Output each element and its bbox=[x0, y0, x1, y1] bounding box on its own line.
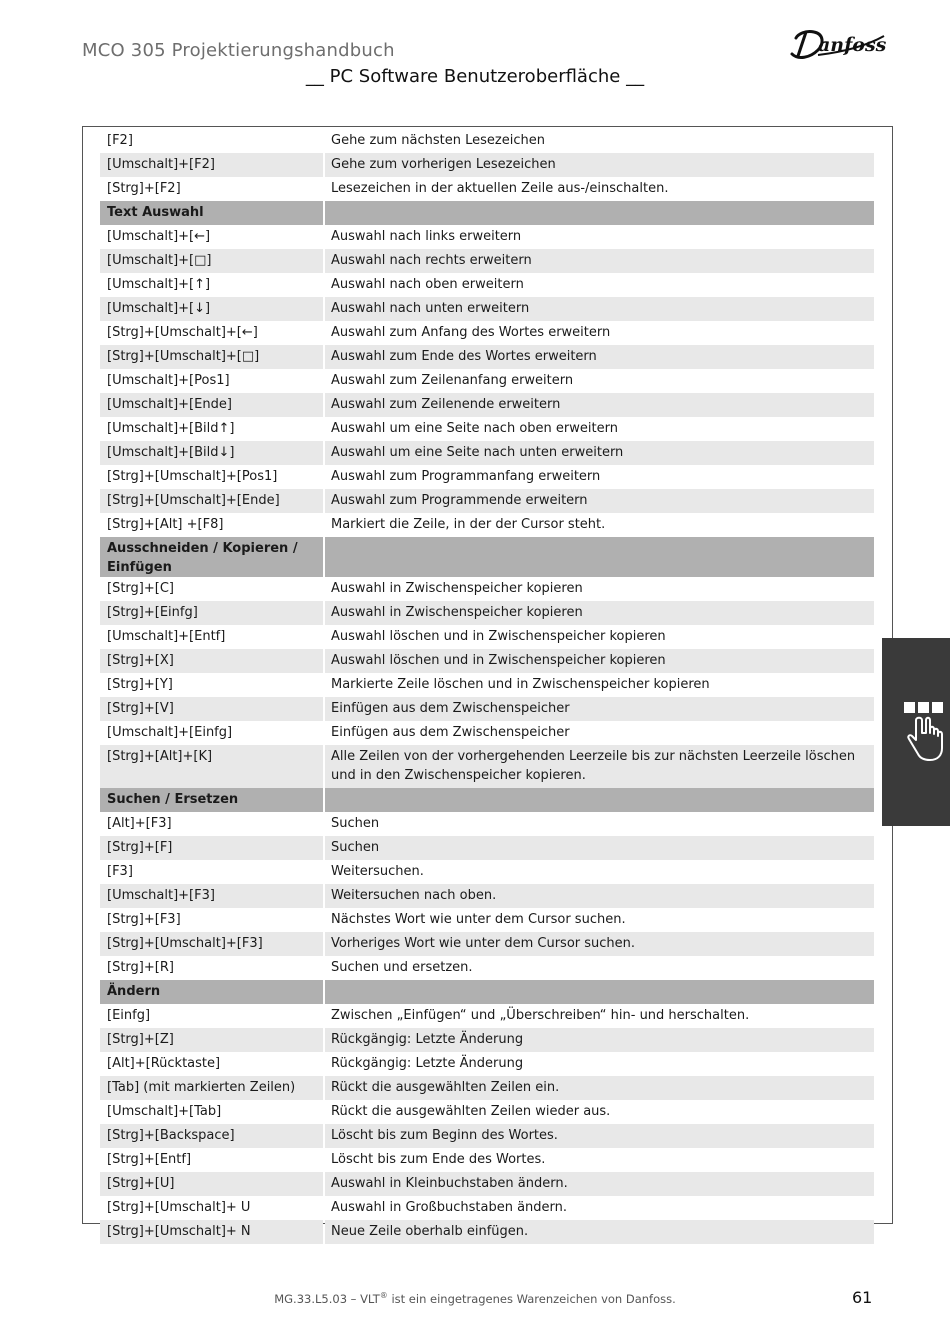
shortcut-description: Auswahl in Kleinbuchstaben ändern. bbox=[325, 1172, 874, 1196]
shortcut-description: Markierte Zeile löschen und in Zwischenspeicher kopieren bbox=[331, 677, 710, 692]
table-row bbox=[100, 1220, 874, 1244]
shortcut-description: Auswahl zum Programmanfang erweitern bbox=[331, 469, 601, 484]
shortcut-description: Rückgängig: Letzte Änderung bbox=[325, 1028, 874, 1052]
shortcut-key: [Umschalt]+[Tab] bbox=[107, 1104, 222, 1119]
shortcut-description: Suchen bbox=[331, 816, 380, 831]
shortcut-description: Auswahl löschen und in Zwischenspeicher kopieren bbox=[331, 629, 666, 644]
shortcut-description bbox=[325, 537, 874, 577]
table-row bbox=[100, 745, 874, 788]
shortcut-key: [Umschalt]+[Entf] bbox=[107, 629, 226, 644]
table-row bbox=[100, 1052, 874, 1076]
shortcut-description: Weitersuchen. bbox=[331, 864, 424, 879]
svg-text:anfoss: anfoss bbox=[818, 34, 887, 56]
chapter-side-tab bbox=[882, 638, 950, 826]
shortcut-key: [Umschalt]+[F3] bbox=[100, 884, 323, 908]
shortcut-key: [F2] bbox=[107, 133, 133, 148]
shortcut-key: [Strg]+[Umschalt]+[F3] bbox=[100, 932, 323, 956]
danfoss-logo bbox=[788, 24, 888, 62]
table-row bbox=[100, 1100, 874, 1124]
shortcut-description: Auswahl zum Ende des Wortes erweitern bbox=[325, 345, 874, 369]
shortcut-description: Vorheriges Wort wie unter dem Cursor suchen. bbox=[325, 932, 874, 956]
shortcut-description: Einfügen aus dem Zwischenspeicher bbox=[325, 697, 874, 721]
shortcut-description: Rückt die ausgewählten Zeilen ein. bbox=[325, 1076, 874, 1100]
shortcut-description: Auswahl zum Zeilenanfang erweitern bbox=[331, 373, 574, 388]
shortcut-key: [Strg]+[Y] bbox=[107, 677, 173, 692]
shortcut-description: Lesezeichen in der aktuellen Zeile aus-/einschalten. bbox=[331, 181, 669, 196]
table-row bbox=[100, 153, 874, 177]
table-row bbox=[100, 721, 874, 745]
shortcut-key: [Umschalt]+[F2] bbox=[100, 153, 323, 177]
shortcut-description: Auswahl in Zwischenspeicher kopieren bbox=[331, 581, 583, 596]
shortcut-description: Löscht bis zum Beginn des Wortes. bbox=[325, 1124, 874, 1148]
table-row bbox=[100, 321, 874, 345]
shortcut-key: [Strg]+[F2] bbox=[107, 181, 181, 196]
table-row bbox=[100, 273, 874, 297]
shortcut-key: [Strg]+[Umschalt]+ U bbox=[107, 1200, 251, 1215]
shortcut-description: Auswahl in Großbuchstaben ändern. bbox=[331, 1200, 568, 1215]
shortcut-description: Auswahl nach oben erweitern bbox=[331, 277, 524, 292]
shortcut-description: Auswahl nach links erweitern bbox=[331, 229, 522, 244]
shortcut-description: Einfügen aus dem Zwischenspeicher bbox=[331, 725, 570, 740]
document-title: MCO 305 Projektierungshandbuch bbox=[82, 40, 395, 61]
shortcut-key: [Strg]+[V] bbox=[100, 697, 323, 721]
section-header-row bbox=[100, 980, 874, 1004]
table-row bbox=[100, 1028, 874, 1052]
registered-mark: ® bbox=[379, 1291, 388, 1300]
table-row bbox=[100, 625, 874, 649]
section-header-row bbox=[100, 201, 874, 225]
table-row bbox=[100, 884, 874, 908]
footer-text-start: MG.33.L5.03 – VLT bbox=[274, 1291, 380, 1306]
shortcut-description: Auswahl in Zwischenspeicher kopieren bbox=[325, 601, 874, 625]
table-row bbox=[100, 577, 874, 601]
shortcut-key: [Strg]+[C] bbox=[107, 581, 174, 596]
table-row bbox=[100, 225, 874, 249]
shortcut-description: Auswahl nach unten erweitern bbox=[325, 297, 874, 321]
shortcut-key: [Strg]+[Umschalt]+[←] bbox=[107, 325, 258, 340]
hand-pointing-keypad-icon bbox=[902, 700, 946, 764]
shortcut-description: Suchen und ersetzen. bbox=[331, 960, 473, 975]
table-row bbox=[100, 417, 874, 441]
shortcut-description: Alle Zeilen von der vorhergehenden Leerzeile bis zur nächsten Leerzeile löschen und in den Zwischenspeicher kopieren. bbox=[325, 745, 874, 788]
shortcut-key: [Umschalt]+[Ende] bbox=[100, 393, 323, 417]
shortcut-key: [Strg]+[Einfg] bbox=[100, 601, 323, 625]
shortcut-key: [Alt]+[Rücktaste] bbox=[107, 1056, 221, 1071]
table-row bbox=[100, 860, 874, 884]
shortcut-description: Suchen bbox=[325, 836, 874, 860]
shortcut-description: Gehe zum vorherigen Lesezeichen bbox=[325, 153, 874, 177]
section-heading: Ausschneiden / Kopieren / Einfügen bbox=[100, 537, 323, 577]
table-row bbox=[100, 601, 874, 625]
section-heading: Suchen / Ersetzen bbox=[100, 788, 323, 812]
table-row bbox=[100, 345, 874, 369]
shortcut-key: [Umschalt]+[↑] bbox=[107, 277, 211, 292]
shortcut-key: [Strg]+[Entf] bbox=[107, 1152, 192, 1167]
shortcut-description: Auswahl zum Anfang des Wortes erweitern bbox=[331, 325, 611, 340]
shortcut-description: Zwischen „Einfügen“ und „Überschreiben“ hin- und herschalten. bbox=[331, 1008, 750, 1023]
shortcut-key: [Umschalt]+[↓] bbox=[100, 297, 323, 321]
section-header-row bbox=[100, 537, 874, 577]
shortcut-description: Auswahl um eine Seite nach oben erweitern bbox=[331, 421, 618, 436]
table-row bbox=[100, 649, 874, 673]
shortcut-description: Löscht bis zum Ende des Wortes. bbox=[331, 1152, 546, 1167]
shortcut-key: [Umschalt]+[□] bbox=[100, 249, 323, 273]
table-row bbox=[100, 673, 874, 697]
shortcut-key: [Strg]+[F3] bbox=[107, 912, 181, 927]
shortcut-key: [Strg]+[Umschalt]+[Pos1] bbox=[107, 469, 278, 484]
shortcut-key: [F3] bbox=[107, 864, 133, 879]
shortcut-description: Neue Zeile oberhalb einfügen. bbox=[325, 1220, 874, 1244]
shortcut-key: [Tab] (mit markierten Zeilen) bbox=[100, 1076, 323, 1100]
shortcut-table bbox=[82, 126, 893, 1239]
table-row bbox=[100, 1124, 874, 1148]
shortcut-key: [Strg]+[Z] bbox=[100, 1028, 323, 1052]
table-row bbox=[100, 513, 874, 537]
table-row bbox=[100, 441, 874, 465]
shortcut-key: [Strg]+[Alt] +[F8] bbox=[107, 517, 224, 532]
table-row bbox=[100, 1196, 874, 1220]
shortcut-description: Auswahl löschen und in Zwischenspeicher kopieren bbox=[325, 649, 874, 673]
table-row bbox=[100, 465, 874, 489]
section-heading: Ändern bbox=[100, 980, 323, 1004]
table-row bbox=[100, 812, 874, 836]
shortcut-key: [Strg]+[Alt]+[K] bbox=[100, 745, 323, 788]
table-row bbox=[100, 393, 874, 417]
shortcut-description: Auswahl zum Programmende erweitern bbox=[325, 489, 874, 513]
shortcut-key: [Strg]+[Backspace] bbox=[100, 1124, 323, 1148]
shortcut-description: Auswahl nach rechts erweitern bbox=[325, 249, 874, 273]
shortcut-description: Weitersuchen nach oben. bbox=[325, 884, 874, 908]
table-row bbox=[100, 956, 874, 980]
shortcut-key: [Umschalt]+[Pos1] bbox=[107, 373, 230, 388]
section-heading: Text Auswahl bbox=[100, 201, 323, 225]
shortcut-key: [Strg]+[R] bbox=[107, 960, 174, 975]
shortcut-description: Auswahl um eine Seite nach unten erweitern bbox=[325, 441, 874, 465]
shortcut-key: [Strg]+[U] bbox=[100, 1172, 323, 1196]
table-row bbox=[100, 908, 874, 932]
table-row bbox=[100, 249, 874, 273]
table-row bbox=[100, 697, 874, 721]
shortcut-description bbox=[325, 201, 874, 225]
shortcut-key: [Alt]+[F3] bbox=[107, 816, 172, 831]
table-row bbox=[100, 1076, 874, 1100]
shortcut-description: Rückgängig: Letzte Änderung bbox=[331, 1056, 524, 1071]
footer-text-end: ist ein eingetragenes Warenzeichen von Danfoss. bbox=[387, 1291, 676, 1306]
shortcut-description bbox=[325, 980, 874, 1004]
shortcut-key: [Strg]+[Umschalt]+[Ende] bbox=[100, 489, 323, 513]
shortcut-description: Markiert die Zeile, in der der Cursor steht. bbox=[331, 517, 606, 532]
shortcut-description: Auswahl zum Zeilenende erweitern bbox=[325, 393, 874, 417]
shortcut-key: [Umschalt]+[←] bbox=[107, 229, 211, 244]
table-row bbox=[100, 297, 874, 321]
shortcut-key: [Umschalt]+[Einfg] bbox=[107, 725, 233, 740]
table-row bbox=[100, 489, 874, 513]
table-row bbox=[100, 1172, 874, 1196]
footer-trademark bbox=[0, 1291, 950, 1306]
shortcut-key: [Strg]+[F] bbox=[100, 836, 323, 860]
shortcut-description bbox=[325, 788, 874, 812]
table-row bbox=[100, 1148, 874, 1172]
shortcut-rows bbox=[100, 129, 874, 1244]
section-header-row bbox=[100, 788, 874, 812]
page-number: 61 bbox=[852, 1288, 873, 1307]
shortcut-key: [Umschalt]+[Bild↑] bbox=[107, 421, 235, 436]
shortcut-description: Rückt die ausgewählten Zeilen wieder aus. bbox=[331, 1104, 611, 1119]
table-row bbox=[100, 932, 874, 956]
shortcut-key: [Strg]+[X] bbox=[100, 649, 323, 673]
shortcut-description: Nächstes Wort wie unter dem Cursor suchen. bbox=[331, 912, 626, 927]
shortcut-description: Gehe zum nächsten Lesezeichen bbox=[331, 133, 545, 148]
shortcut-key: [Strg]+[Umschalt]+[□] bbox=[100, 345, 323, 369]
shortcut-key: [Strg]+[Umschalt]+ N bbox=[100, 1220, 323, 1244]
table-row bbox=[100, 369, 874, 393]
section-title: __ PC Software Benutzeroberfläche __ bbox=[305, 66, 645, 87]
table-row bbox=[100, 177, 874, 201]
shortcut-key: [Einfg] bbox=[107, 1008, 151, 1023]
table-row bbox=[100, 1004, 874, 1028]
table-row bbox=[100, 836, 874, 860]
table-row bbox=[100, 129, 874, 153]
shortcut-key: [Umschalt]+[Bild↓] bbox=[100, 441, 323, 465]
